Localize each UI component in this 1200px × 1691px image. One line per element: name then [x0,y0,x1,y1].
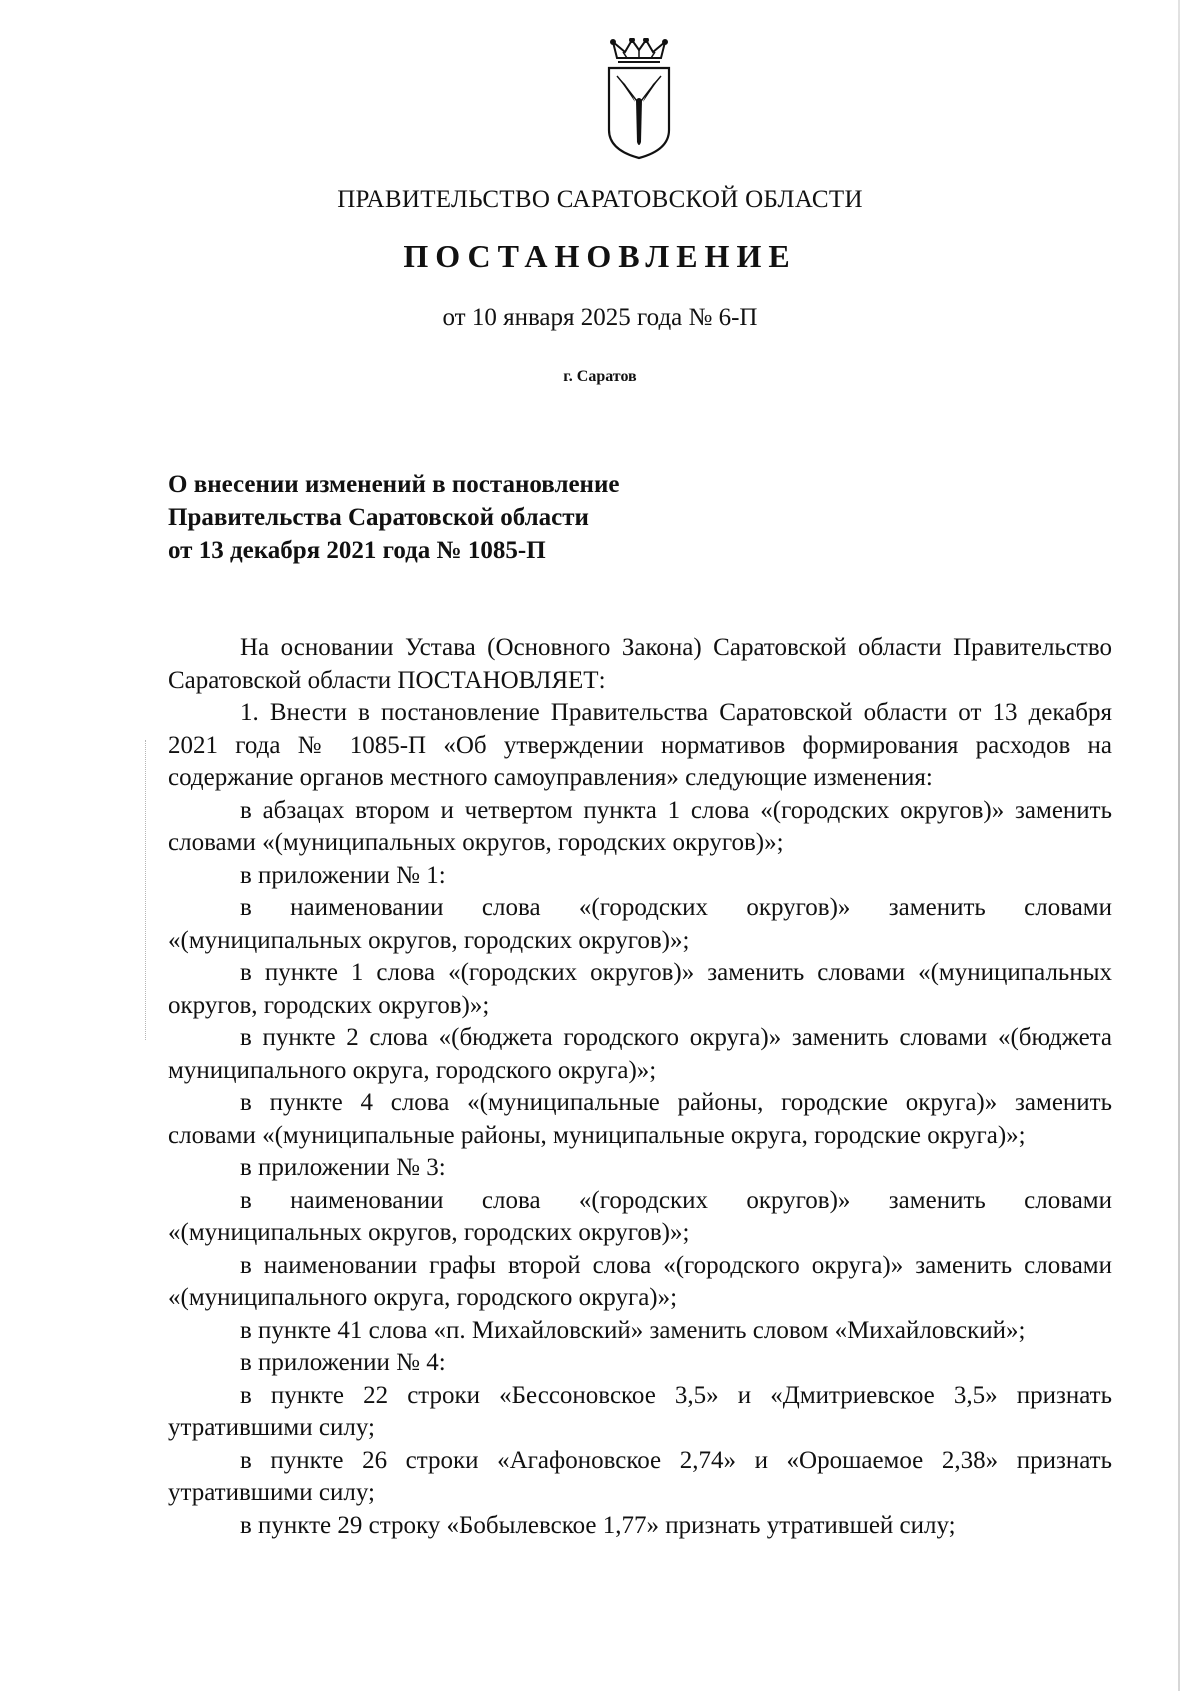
body-paragraph: в пункте 26 строки «Агафоновское 2,74» и «Орошаемое 2,38» признать утратившими силу; [168,1446,1112,1506]
body-paragraph: в абзацах втором и четвертом пункта 1 слова «(городских округов)» заменить словами «(муниципальных округов, городских округов)»; [168,796,1112,856]
document-date-number: от 10 января 2025 года № 6-П [442,304,758,331]
body-paragraph: 1. Внести в постановление Правительства Саратовской области от 13 декабря 2021 года № 1085-П «Об утверждении нормативов формирования расходов на содержание органов местного самоуправления» следующие изменения: [168,699,1112,791]
document-body [168,632,1112,1542]
body-paragraph: в пункте 22 строки «Бессоновское 3,5» и «Дмитриевское 3,5» признать утратившими силу; [168,1381,1112,1441]
subject-line: Правительства Саратовской области [168,504,589,531]
body-paragraph: в приложении № 3: [240,1154,446,1181]
document-city: г. Саратов [563,368,637,385]
body-paragraph: в приложении № 4: [240,1349,446,1376]
body-paragraph: На основании Устава (Основного Закона) Саратовской области Правительство Саратовской области ПОСТАНОВЛЯЕТ: [168,634,1112,694]
document-subject [168,468,619,567]
government-name: ПРАВИТЕЛЬСТВО САРАТОВСКОЙ ОБЛАСТИ [337,186,863,213]
coat-of-arms-icon [603,38,675,164]
body-paragraph: в наименовании слова «(городских округов)» заменить словами «(муниципальных округов, городских округов)»; [168,1186,1112,1246]
body-paragraph: в наименовании слова «(городских округов)» заменить словами «(муниципальных округов, городских округов)»; [168,894,1112,954]
body-paragraph: в наименовании графы второй слова «(городского округа)» заменить словами «(муниципального округа, городского округа)»; [168,1251,1112,1311]
body-paragraph: в пункте 2 слова «(бюджета городского округа)» заменить словами «(бюджета муниципального округа, городского округа)»; [168,1024,1112,1084]
subject-line: от 13 декабря 2021 года № 1085-П [168,537,546,564]
scan-margin-marks [145,740,147,1040]
subject-line: О внесении изменений в постановление [168,471,620,498]
body-paragraph: в пункте 4 слова «(муниципальные районы, городские округа)» заменить словами «(муниципальные районы, муниципальные округа, городские округа)»; [168,1089,1112,1149]
body-paragraph: в пункте 29 строку «Бобылевское 1,77» признать утратившей силу; [240,1511,956,1539]
body-paragraph: в пункте 1 слова «(городских округов)» заменить словами «(муниципальных округов, городских округов)»; [168,959,1112,1019]
document-type-title: ПОСТАНОВЛЕНИЕ [403,238,797,274]
body-paragraph: в приложении № 1: [240,861,446,889]
body-paragraph: в пункте 41 слова «п. Михайловский» заменить словом «Михайловский»; [240,1316,1026,1344]
